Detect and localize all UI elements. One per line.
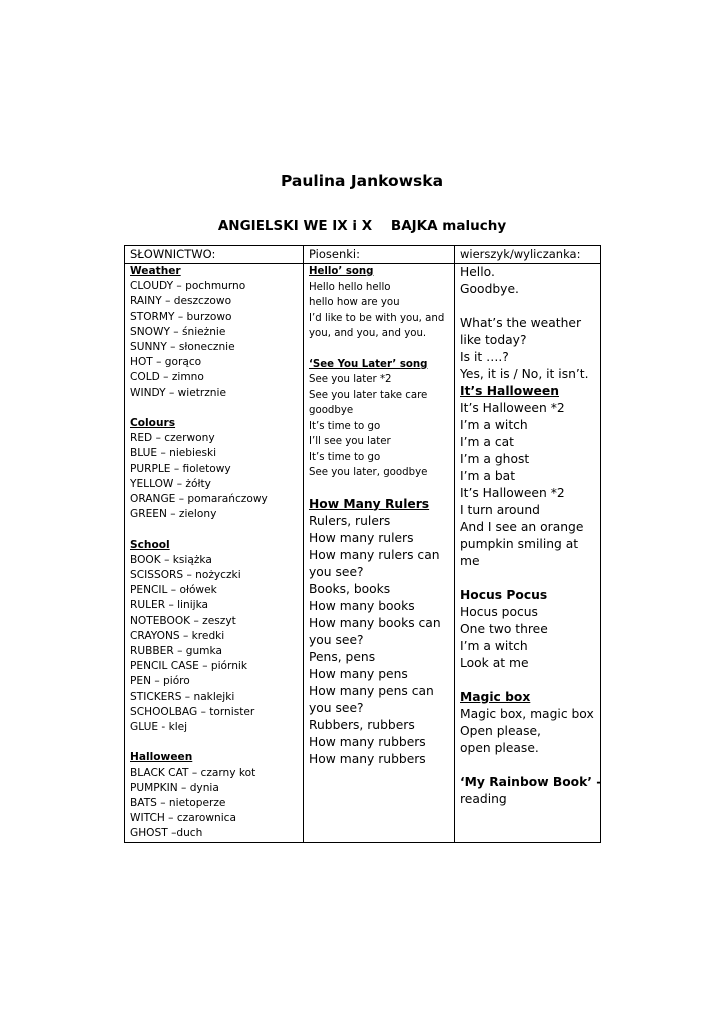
vocab-item: BATS – nietoperze: [130, 797, 226, 810]
song-title: ‘See You Later’ song: [309, 358, 428, 370]
rhyme-line: What’s the weather like today?: [460, 316, 582, 347]
lesson-table: [124, 245, 601, 843]
vocab-heading: Colours: [130, 417, 176, 430]
rhyme-hocus-pocus: [460, 587, 600, 672]
rhyme-line: Is it ….?: [460, 350, 509, 364]
rhyme-line: open please.: [460, 741, 539, 755]
song-how-many-rulers: [309, 496, 454, 768]
vocab-item: GREEN – zielony: [130, 508, 217, 521]
vocab-item: RED – czerwony: [130, 432, 215, 445]
song-line: How many rulers: [309, 530, 414, 545]
rhyme-rainbow-book: [460, 774, 600, 808]
vocab-item: COLD – zimno: [130, 371, 204, 384]
document-subtitle: ANGIELSKI WE IX i X BAJKA maluchy: [217, 218, 507, 234]
rhyme-line: I’m a witch: [460, 418, 528, 432]
table-header-row: [125, 246, 601, 264]
vocab-item: YELLOW – żółty: [130, 477, 211, 490]
header-vocabulary: SŁOWNICTWO:: [125, 246, 304, 264]
song-line: Books, books: [309, 581, 391, 596]
vocab-group-colours: [130, 416, 303, 522]
rhyme-line: reading: [460, 792, 507, 806]
rhymes-cell: [455, 264, 601, 843]
song-line: How many books can you see?: [309, 615, 441, 647]
song-line: See you later take care goodbye: [309, 389, 428, 416]
song-line: How many rulers can you see?: [309, 547, 440, 579]
rhyme-line: I turn around: [460, 503, 540, 517]
song-title: Hello’ song: [309, 266, 374, 277]
vocab-item: CRAYONS – kredki: [130, 629, 225, 642]
vocab-item: PENCIL CASE – piórnik: [130, 660, 248, 673]
vocab-item: SUNNY – słonecznie: [130, 341, 235, 354]
vocab-item: SNOWY – śnieżnie: [130, 325, 226, 338]
song-line: Rulers, rulers: [309, 513, 391, 528]
vocab-item: GHOST –duch: [130, 827, 203, 840]
rhyme-line: I’m a bat: [460, 469, 516, 483]
song-line: How many rubbers: [309, 751, 426, 766]
song-line: It’s time to go: [309, 451, 381, 463]
song-line: Hello hello hello: [309, 281, 391, 293]
rhyme-line: Magic box, magic box: [460, 707, 594, 721]
vocab-item: BLUE – niebieski: [130, 447, 217, 460]
song-line: It’s time to go: [309, 420, 381, 432]
table-content-row: [125, 264, 601, 843]
song-line: Rubbers, rubbers: [309, 717, 415, 732]
rhyme-line: One two three: [460, 622, 548, 636]
header-rhymes: wierszyk/wyliczanka:: [455, 246, 601, 264]
rhyme-title: ‘My Rainbow Book’ -: [460, 775, 602, 789]
song-line: How many rubbers: [309, 734, 426, 749]
rhyme-weather: [460, 315, 600, 383]
vocab-item: RUBBER – gumka: [130, 645, 222, 658]
song-hello: [309, 264, 454, 342]
rhyme-magic-box: [460, 689, 600, 757]
vocab-item: SCISSORS – nożyczki: [130, 569, 241, 582]
rhyme-greeting: [460, 264, 600, 298]
song-see-you-later: [309, 357, 454, 481]
song-line: How many books: [309, 598, 415, 613]
song-line: Pens, pens: [309, 649, 376, 664]
rhyme-line: Hello.: [460, 265, 495, 279]
rhyme-line: Hocus pocus: [460, 605, 538, 619]
rhyme-line: Look at me: [460, 656, 529, 670]
vocab-group-halloween: [130, 750, 303, 841]
rhyme-line: I’m a cat: [460, 435, 514, 449]
rhyme-line: I’m a witch: [460, 639, 528, 653]
rhyme-line: I’m a ghost: [460, 452, 530, 466]
vocab-item: WINDY – wietrznie: [130, 386, 226, 399]
vocab-item: CLOUDY – pochmurno: [130, 280, 246, 293]
song-line: hello how are you: [309, 297, 400, 308]
vocab-item: NOTEBOOK – zeszyt: [130, 614, 236, 627]
songs-cell: [304, 264, 455, 843]
vocab-heading: School: [130, 538, 170, 551]
song-line: I’ll see you later: [309, 436, 391, 447]
author-name: Paulina Jankowska: [280, 172, 444, 190]
vocab-item: PEN – pióro: [130, 675, 190, 688]
rhyme-halloween: [460, 383, 600, 570]
vocab-item: STICKERS – naklejki: [130, 690, 235, 703]
song-line: I’d like to be with you, and you, and you, and you.: [309, 312, 445, 339]
song-line: How many pens: [309, 666, 408, 681]
vocab-item: PUMPKIN – dynia: [130, 781, 219, 794]
rhyme-line: Open please,: [460, 724, 541, 738]
rhyme-line: It’s Halloween *2: [460, 486, 565, 500]
rhyme-line: And I see an orange pumpkin smiling at me: [460, 520, 584, 568]
song-title: How Many Rulers: [309, 496, 430, 511]
song-line: See you later *2: [309, 374, 392, 385]
vocab-item: STORMY – burzowo: [130, 310, 232, 323]
rhyme-line: Goodbye.: [460, 282, 519, 296]
vocab-item: PENCIL – ołówek: [130, 584, 217, 597]
rhyme-title: Magic box: [460, 690, 531, 704]
vocab-group-weather: [130, 264, 303, 401]
vocab-heading: Halloween: [130, 751, 193, 764]
vocab-item: PURPLE – fioletowy: [130, 462, 231, 475]
vocab-item: HOT – gorąco: [130, 356, 202, 369]
vocab-item: RULER – linijka: [130, 599, 209, 612]
vocab-item: RAINY – deszczowo: [130, 295, 232, 308]
rhyme-title: Hocus Pocus: [460, 588, 548, 602]
header-songs: Piosenki:: [304, 246, 455, 264]
vocab-item: ORANGE – pomarańczowy: [130, 493, 268, 506]
rhyme-line: Yes, it is / No, it isn’t.: [460, 367, 589, 381]
vocab-heading: Weather: [130, 265, 181, 277]
vocab-item: SCHOOLBAG – tornister: [130, 705, 255, 718]
vocab-group-school: [130, 538, 303, 736]
vocab-item: WITCH – czarownica: [130, 812, 236, 825]
rhyme-line: It’s Halloween *2: [460, 401, 565, 415]
vocab-item: BOOK – książka: [130, 553, 212, 566]
song-line: How many pens can you see?: [309, 683, 434, 715]
vocab-item: GLUE - klej: [130, 721, 188, 734]
vocabulary-cell: [125, 264, 304, 843]
rhyme-title: It’s Halloween: [460, 384, 559, 398]
song-line: See you later, goodbye: [309, 467, 428, 478]
vocab-item: BLACK CAT – czarny kot: [130, 766, 256, 779]
